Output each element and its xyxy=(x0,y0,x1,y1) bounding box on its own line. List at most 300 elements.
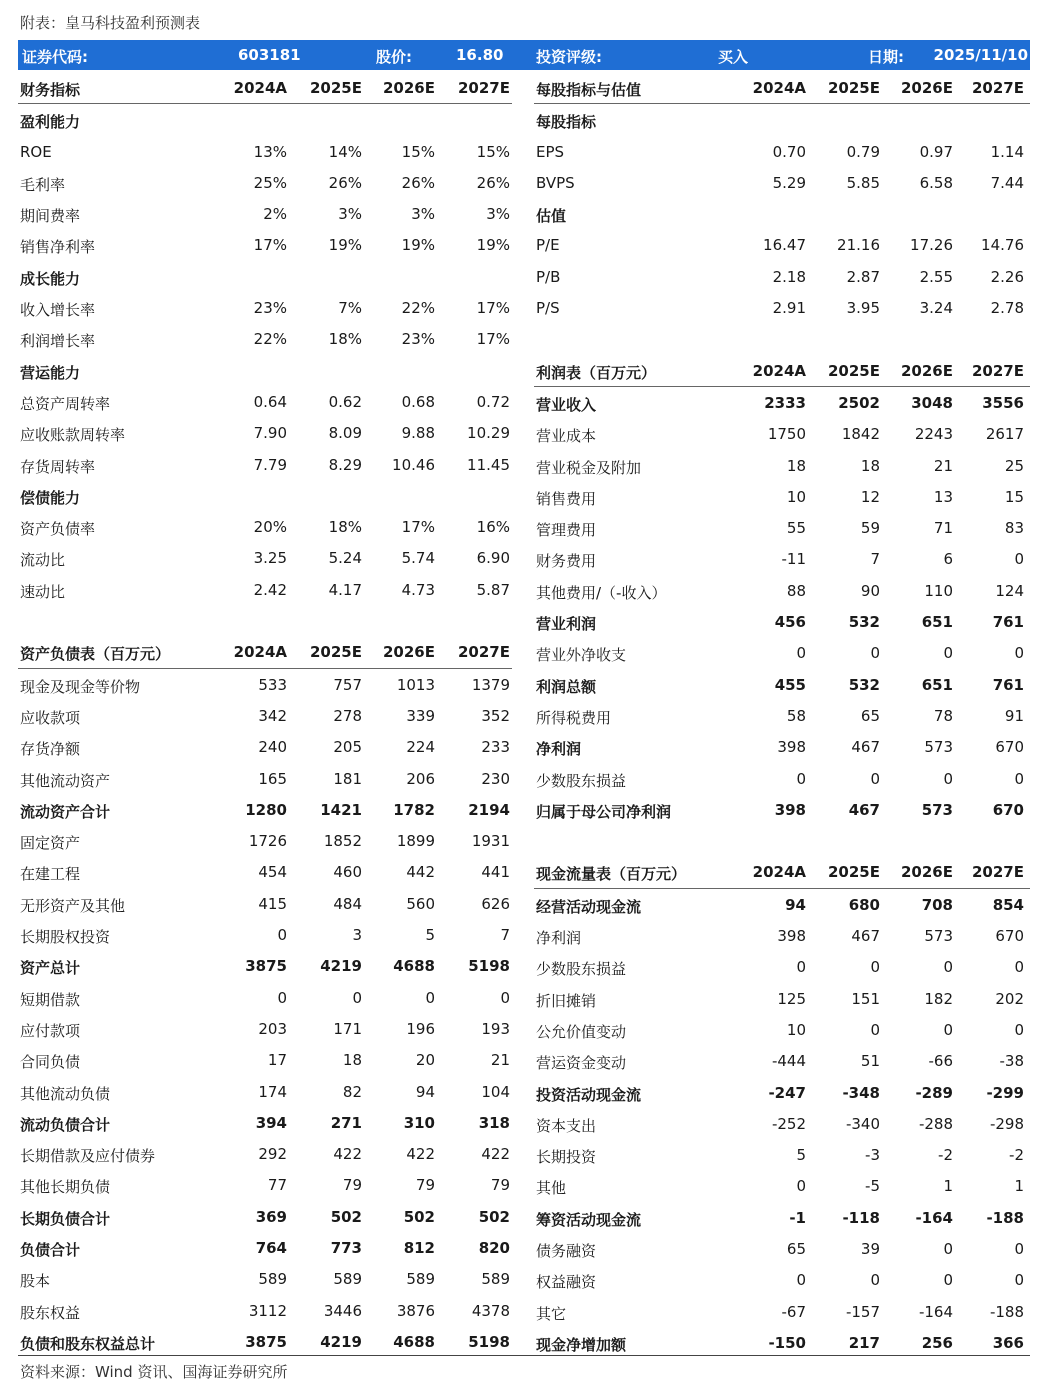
table-row xyxy=(534,1327,1030,1358)
table-row xyxy=(18,1076,512,1107)
cell-value: 2025E xyxy=(828,361,880,380)
row-label: 合同负债 xyxy=(20,1053,81,1072)
cell-value: 0 xyxy=(870,769,880,788)
cell-value: 17.26 xyxy=(910,236,953,255)
left-table xyxy=(18,72,512,1357)
table-row xyxy=(534,167,1030,198)
cell-value: 0.72 xyxy=(476,392,510,411)
table-row xyxy=(18,1044,512,1075)
row-label: 负债和股东权益总计 xyxy=(20,1334,156,1353)
row-label: 利润总额 xyxy=(536,677,597,696)
row-label: 折旧摊销 xyxy=(536,991,597,1010)
cell-value: 0 xyxy=(943,769,953,788)
cell-value: -348 xyxy=(842,1083,880,1102)
cell-value: 2026E xyxy=(901,863,953,882)
row-label: 投资活动现金流 xyxy=(536,1085,642,1104)
cell-value: 589 xyxy=(481,1270,510,1289)
cell-value: 174 xyxy=(258,1082,287,1101)
cell-value: 2024A xyxy=(233,643,287,662)
cell-value: 0 xyxy=(943,1020,953,1039)
table-row xyxy=(18,167,512,198)
row-label: 少数股东损益 xyxy=(536,960,627,979)
cell-value: 14.76 xyxy=(981,236,1024,255)
cell-value: -66 xyxy=(928,1052,953,1071)
cell-value: 456 xyxy=(774,613,806,632)
cell-value: 2027E xyxy=(458,643,510,662)
table-row xyxy=(18,480,512,511)
cell-value: -150 xyxy=(768,1333,806,1352)
date-label: 日期: xyxy=(868,48,904,66)
cell-value: 5198 xyxy=(468,1332,510,1351)
cell-value: 182 xyxy=(924,989,953,1008)
cell-value: 533 xyxy=(258,675,287,694)
row-label: 资本支出 xyxy=(536,1116,597,1135)
cell-value: 484 xyxy=(333,894,362,913)
cell-value: -118 xyxy=(842,1208,880,1227)
cell-value: 271 xyxy=(330,1113,362,1132)
row-label: 应付款项 xyxy=(20,1021,81,1040)
row-label: 营业收入 xyxy=(536,395,597,414)
cell-value: 2.26 xyxy=(990,267,1024,286)
cell-value: 9.88 xyxy=(401,424,435,443)
cell-value: 17% xyxy=(476,330,510,349)
source-note: 资料来源：Wind 资讯、国海证券研究所 xyxy=(20,1363,288,1381)
cell-value: 761 xyxy=(992,675,1024,694)
cell-value: 15% xyxy=(476,142,510,161)
table-row xyxy=(534,136,1030,167)
row-label: 负债合计 xyxy=(20,1240,81,1259)
cell-value: 0 xyxy=(1014,769,1024,788)
cell-value: 15% xyxy=(401,142,435,161)
cell-value: 1842 xyxy=(841,425,880,444)
cell-value: 2502 xyxy=(838,393,880,412)
row-label: 估值 xyxy=(536,207,567,226)
cell-value: -11 xyxy=(781,550,806,569)
table-row xyxy=(18,136,512,167)
cell-value: 3.95 xyxy=(846,299,880,318)
cell-value: -1 xyxy=(789,1208,806,1227)
row-label: 债务融资 xyxy=(536,1241,597,1260)
table-row xyxy=(18,229,512,260)
table-row xyxy=(534,323,1030,354)
cell-value: 4688 xyxy=(393,957,435,976)
row-label: 净利润 xyxy=(536,929,582,948)
table-row xyxy=(534,794,1030,825)
cell-value: 0.64 xyxy=(253,392,287,411)
row-label: 其他长期负债 xyxy=(20,1178,111,1197)
cell-value: 0 xyxy=(870,644,880,663)
cell-value: -288 xyxy=(918,1114,953,1133)
cell-value: 278 xyxy=(333,706,362,725)
table-row xyxy=(18,511,512,542)
cell-value: 4.73 xyxy=(401,580,435,599)
cell-value: 13 xyxy=(933,487,953,506)
row-label: 应收账款周转率 xyxy=(20,426,126,445)
cell-value: 467 xyxy=(851,738,880,757)
cell-value: 7 xyxy=(500,926,510,945)
cell-value: 0 xyxy=(1014,1020,1024,1039)
cell-value: 0 xyxy=(870,1271,880,1290)
row-label: 股本 xyxy=(20,1272,51,1291)
cell-value: 757 xyxy=(333,675,362,694)
cell-value: -164 xyxy=(918,1302,953,1321)
row-label: 流动资产合计 xyxy=(20,802,111,821)
cell-value: 2026E xyxy=(901,79,953,97)
row-label: 营业外净收支 xyxy=(536,646,627,665)
cell-value: 5198 xyxy=(468,957,510,976)
row-label: 其它 xyxy=(536,1304,567,1323)
cell-value: 3.24 xyxy=(919,299,953,318)
cell-value: 240 xyxy=(258,738,287,757)
table-row xyxy=(18,731,512,762)
date-value: 2025/11/10 xyxy=(933,46,1028,64)
table-row xyxy=(534,1264,1030,1295)
cell-value: 77 xyxy=(267,1176,287,1195)
cell-value: 125 xyxy=(777,989,806,1008)
cell-value: 4.17 xyxy=(328,580,362,599)
row-label: 所得税费用 xyxy=(536,708,612,727)
cell-value: 88 xyxy=(786,581,806,600)
cell-value: 12 xyxy=(860,487,880,506)
cell-value: 455 xyxy=(774,675,806,694)
row-label: 流动比 xyxy=(20,551,66,570)
cell-value: 233 xyxy=(481,738,510,757)
cell-value: 5.24 xyxy=(328,549,362,568)
rating-label: 投资评级: xyxy=(536,48,602,66)
table-row xyxy=(18,292,512,323)
cell-value: 0 xyxy=(870,1020,880,1039)
cell-value: 3% xyxy=(486,205,510,224)
row-label: 其他流动资产 xyxy=(20,771,111,790)
cell-value: 17% xyxy=(476,299,510,318)
table-row xyxy=(534,825,1030,856)
cell-value: 1 xyxy=(943,1177,953,1196)
cell-value: 110 xyxy=(924,581,953,600)
cell-value: 22% xyxy=(401,299,435,318)
row-label: 现金及现金等价物 xyxy=(20,677,141,696)
cell-value: 680 xyxy=(848,895,880,914)
cell-value: 16.47 xyxy=(763,236,806,255)
cell-value: 256 xyxy=(921,1333,953,1352)
cell-value: 0 xyxy=(1014,644,1024,663)
cell-value: 820 xyxy=(478,1238,510,1257)
row-label: 营业税金及附加 xyxy=(536,458,642,477)
table-row xyxy=(534,261,1030,292)
table-row xyxy=(18,1107,512,1138)
cell-value: 26% xyxy=(328,173,362,192)
cell-value: 670 xyxy=(995,927,1024,946)
cell-value: 58 xyxy=(786,706,806,725)
cell-value: 2024A xyxy=(233,79,287,97)
row-label: 资产总计 xyxy=(20,959,81,978)
cell-value: 3875 xyxy=(245,957,287,976)
row-label: 其他费用/（-收入） xyxy=(536,583,667,602)
rating-value: 买入 xyxy=(718,48,749,66)
cell-value: 369 xyxy=(255,1207,287,1226)
table-header-row xyxy=(534,856,1030,888)
table-row xyxy=(18,1169,512,1200)
table-row xyxy=(18,261,512,292)
cell-value: 310 xyxy=(403,1113,435,1132)
cell-value: 292 xyxy=(258,1145,287,1164)
table-header-row xyxy=(18,636,512,668)
cell-value: -67 xyxy=(781,1302,806,1321)
cell-value: 10 xyxy=(786,487,806,506)
cell-value: 5 xyxy=(796,1146,806,1165)
cell-value: 0.97 xyxy=(919,142,953,161)
table-row xyxy=(534,700,1030,731)
stock-code-label: 证券代码: xyxy=(22,48,88,66)
table-row xyxy=(534,920,1030,951)
cell-value: 151 xyxy=(851,989,880,1008)
row-label: ROE xyxy=(20,142,52,161)
row-label: 权益融资 xyxy=(536,1273,597,1292)
cell-value: 6 xyxy=(943,550,953,569)
cell-value: 1899 xyxy=(396,832,435,851)
cell-value: 2% xyxy=(263,205,287,224)
cell-value: 25% xyxy=(253,173,287,192)
row-label: 短期借款 xyxy=(20,990,81,1009)
row-label: 在建工程 xyxy=(20,865,81,884)
cell-value: 1726 xyxy=(248,832,287,851)
cell-value: 2024A xyxy=(752,863,806,882)
cell-value: 651 xyxy=(921,613,953,632)
cell-value: 812 xyxy=(403,1238,435,1257)
table-row xyxy=(534,450,1030,481)
cell-value: 0 xyxy=(1014,1239,1024,1258)
cell-value: 124 xyxy=(995,581,1024,600)
cell-value: 0 xyxy=(796,644,806,663)
row-label: 其他 xyxy=(536,1179,567,1198)
cell-value: 502 xyxy=(330,1207,362,1226)
table-row xyxy=(534,1139,1030,1170)
cell-value: 10.29 xyxy=(467,424,510,443)
cell-value: 0.70 xyxy=(772,142,806,161)
cell-value: 0.62 xyxy=(328,392,362,411)
row-label: P/S xyxy=(536,299,560,318)
cell-value: 39 xyxy=(860,1239,880,1258)
cell-value: 2025E xyxy=(310,79,362,97)
table-row xyxy=(18,982,512,1013)
cell-value: -444 xyxy=(771,1052,806,1071)
row-label: 成长能力 xyxy=(20,269,81,288)
cell-value: 467 xyxy=(851,927,880,946)
cell-value: -289 xyxy=(915,1083,953,1102)
cell-value: 18 xyxy=(860,456,880,475)
cell-value: 17% xyxy=(253,236,287,255)
table-row xyxy=(18,542,512,573)
cell-value: 3% xyxy=(338,205,362,224)
row-label: P/E xyxy=(536,236,560,255)
cell-value: 7.79 xyxy=(253,455,287,474)
cell-value: 4219 xyxy=(320,1332,362,1351)
table-row xyxy=(18,1326,512,1357)
cell-value: 0 xyxy=(943,1239,953,1258)
cell-value: 0.79 xyxy=(846,142,880,161)
row-label: 收入增长率 xyxy=(20,301,96,320)
table-row xyxy=(534,731,1030,762)
cell-value: 104 xyxy=(481,1082,510,1101)
cell-value: 708 xyxy=(921,895,953,914)
cell-value: 196 xyxy=(406,1019,435,1038)
cell-value: 94 xyxy=(415,1082,435,1101)
row-label: 长期股权投资 xyxy=(20,928,111,947)
cell-value: 2026E xyxy=(383,643,435,662)
cell-value: 78 xyxy=(933,706,953,725)
cell-value: 398 xyxy=(777,738,806,757)
cell-value: 854 xyxy=(992,895,1024,914)
cell-value: 339 xyxy=(406,706,435,725)
cell-value: 23% xyxy=(401,330,435,349)
table-row xyxy=(18,574,512,605)
cell-value: -5 xyxy=(865,1177,880,1196)
cell-value: 3446 xyxy=(323,1301,362,1320)
cell-value: 3876 xyxy=(396,1301,435,1320)
cell-value: 1 xyxy=(1014,1177,1024,1196)
cell-value: 17 xyxy=(267,1051,287,1070)
cell-value: 0 xyxy=(277,926,287,945)
cell-value: 761 xyxy=(992,613,1024,632)
cell-value: 460 xyxy=(333,863,362,882)
cell-value: -299 xyxy=(986,1083,1024,1102)
cell-value: 165 xyxy=(258,769,287,788)
row-label: 管理费用 xyxy=(536,521,597,540)
cell-value: 6.58 xyxy=(919,173,953,192)
cell-value: -252 xyxy=(771,1114,806,1133)
table-row xyxy=(18,794,512,825)
cell-value: 398 xyxy=(774,800,806,819)
table-header-row xyxy=(534,355,1030,387)
cell-value: 10 xyxy=(786,1020,806,1039)
cell-value: 2024A xyxy=(752,79,806,97)
cell-value: 2027E xyxy=(972,863,1024,882)
cell-value: 442 xyxy=(406,863,435,882)
cell-value: 764 xyxy=(255,1238,287,1257)
cell-value: 5 xyxy=(425,926,435,945)
table-row xyxy=(18,888,512,919)
cell-value: 573 xyxy=(924,738,953,757)
table-row xyxy=(534,1170,1030,1201)
cell-value: 0 xyxy=(352,988,362,1007)
row-label: 每股指标与估值 xyxy=(536,81,642,99)
table-row xyxy=(534,1077,1030,1108)
row-label: 财务指标 xyxy=(20,81,81,99)
cell-value: -157 xyxy=(845,1302,880,1321)
cell-value: 19% xyxy=(328,236,362,255)
cell-value: 0 xyxy=(1014,958,1024,977)
row-label: 偿债能力 xyxy=(20,488,81,507)
row-label: 总资产周转率 xyxy=(20,394,111,413)
cell-value: 2.87 xyxy=(846,267,880,286)
cell-value: 2025E xyxy=(310,643,362,662)
cell-value: 573 xyxy=(921,800,953,819)
cell-value: 7.44 xyxy=(990,173,1024,192)
table-row xyxy=(534,983,1030,1014)
row-label: 归属于母公司净利润 xyxy=(536,802,672,821)
cell-value: 7.90 xyxy=(253,424,287,443)
cell-value: 4688 xyxy=(393,1332,435,1351)
table-row xyxy=(18,323,512,354)
cell-value: 18% xyxy=(328,330,362,349)
table-row xyxy=(534,575,1030,606)
cell-value: 55 xyxy=(786,519,806,538)
cell-value: 2.55 xyxy=(919,267,953,286)
cell-value: -247 xyxy=(768,1083,806,1102)
price-value: 16.80 xyxy=(456,46,504,64)
row-label: 营运资金变动 xyxy=(536,1054,627,1073)
row-label: 资产负债率 xyxy=(20,520,96,539)
cell-value: 14% xyxy=(328,142,362,161)
right-table xyxy=(534,72,1030,1358)
cell-value: 0 xyxy=(796,1271,806,1290)
row-label: 存货周转率 xyxy=(20,457,96,476)
cell-value: 0 xyxy=(1014,550,1024,569)
cell-value: 19% xyxy=(476,236,510,255)
cell-value: 366 xyxy=(992,1333,1024,1352)
table-row xyxy=(18,1232,512,1263)
table-row xyxy=(534,229,1030,260)
cell-value: 26% xyxy=(401,173,435,192)
cell-value: 0 xyxy=(943,1271,953,1290)
cell-value: 589 xyxy=(333,1270,362,1289)
cell-value: 7% xyxy=(338,299,362,318)
row-label: 经营活动现金流 xyxy=(536,897,642,916)
table-row xyxy=(18,1295,512,1326)
cell-value: 1931 xyxy=(471,832,510,851)
cell-value: 573 xyxy=(924,927,953,946)
row-label: 应收款项 xyxy=(20,708,81,727)
cell-value: 51 xyxy=(860,1052,880,1071)
table-row xyxy=(18,104,512,135)
cell-value: 0 xyxy=(943,644,953,663)
table-row xyxy=(534,763,1030,794)
cell-value: 342 xyxy=(258,706,287,725)
cell-value: 181 xyxy=(333,769,362,788)
cell-value: 3048 xyxy=(911,393,953,412)
cell-value: 2243 xyxy=(914,425,953,444)
cell-value: 22% xyxy=(253,330,287,349)
cell-value: 318 xyxy=(478,1113,510,1132)
cell-value: 422 xyxy=(333,1145,362,1164)
cell-value: 17% xyxy=(401,518,435,537)
cell-value: 2.91 xyxy=(772,299,806,318)
table-row xyxy=(534,1014,1030,1045)
cell-value: 2025E xyxy=(828,863,880,882)
row-label: 利润增长率 xyxy=(20,332,96,351)
table-row xyxy=(18,700,512,731)
table-row xyxy=(18,825,512,856)
cell-value: 18 xyxy=(342,1051,362,1070)
cell-value: 193 xyxy=(481,1019,510,1038)
cell-value: 3875 xyxy=(245,1332,287,1351)
cell-value: 502 xyxy=(403,1207,435,1226)
cell-value: 398 xyxy=(777,927,806,946)
table-row xyxy=(534,606,1030,637)
cell-value: 2026E xyxy=(383,79,435,97)
cell-value: 21 xyxy=(933,456,953,475)
cell-value: 90 xyxy=(860,581,880,600)
cell-value: 217 xyxy=(848,1333,880,1352)
cell-value: 18 xyxy=(786,456,806,475)
cell-value: 1.14 xyxy=(990,142,1024,161)
cell-value: -340 xyxy=(845,1114,880,1133)
cell-value: 773 xyxy=(330,1238,362,1257)
cell-value: 65 xyxy=(786,1239,806,1258)
cell-value: 16% xyxy=(476,518,510,537)
cell-value: 3112 xyxy=(248,1301,287,1320)
cell-value: 1750 xyxy=(767,425,806,444)
table-header-row xyxy=(534,72,1030,104)
